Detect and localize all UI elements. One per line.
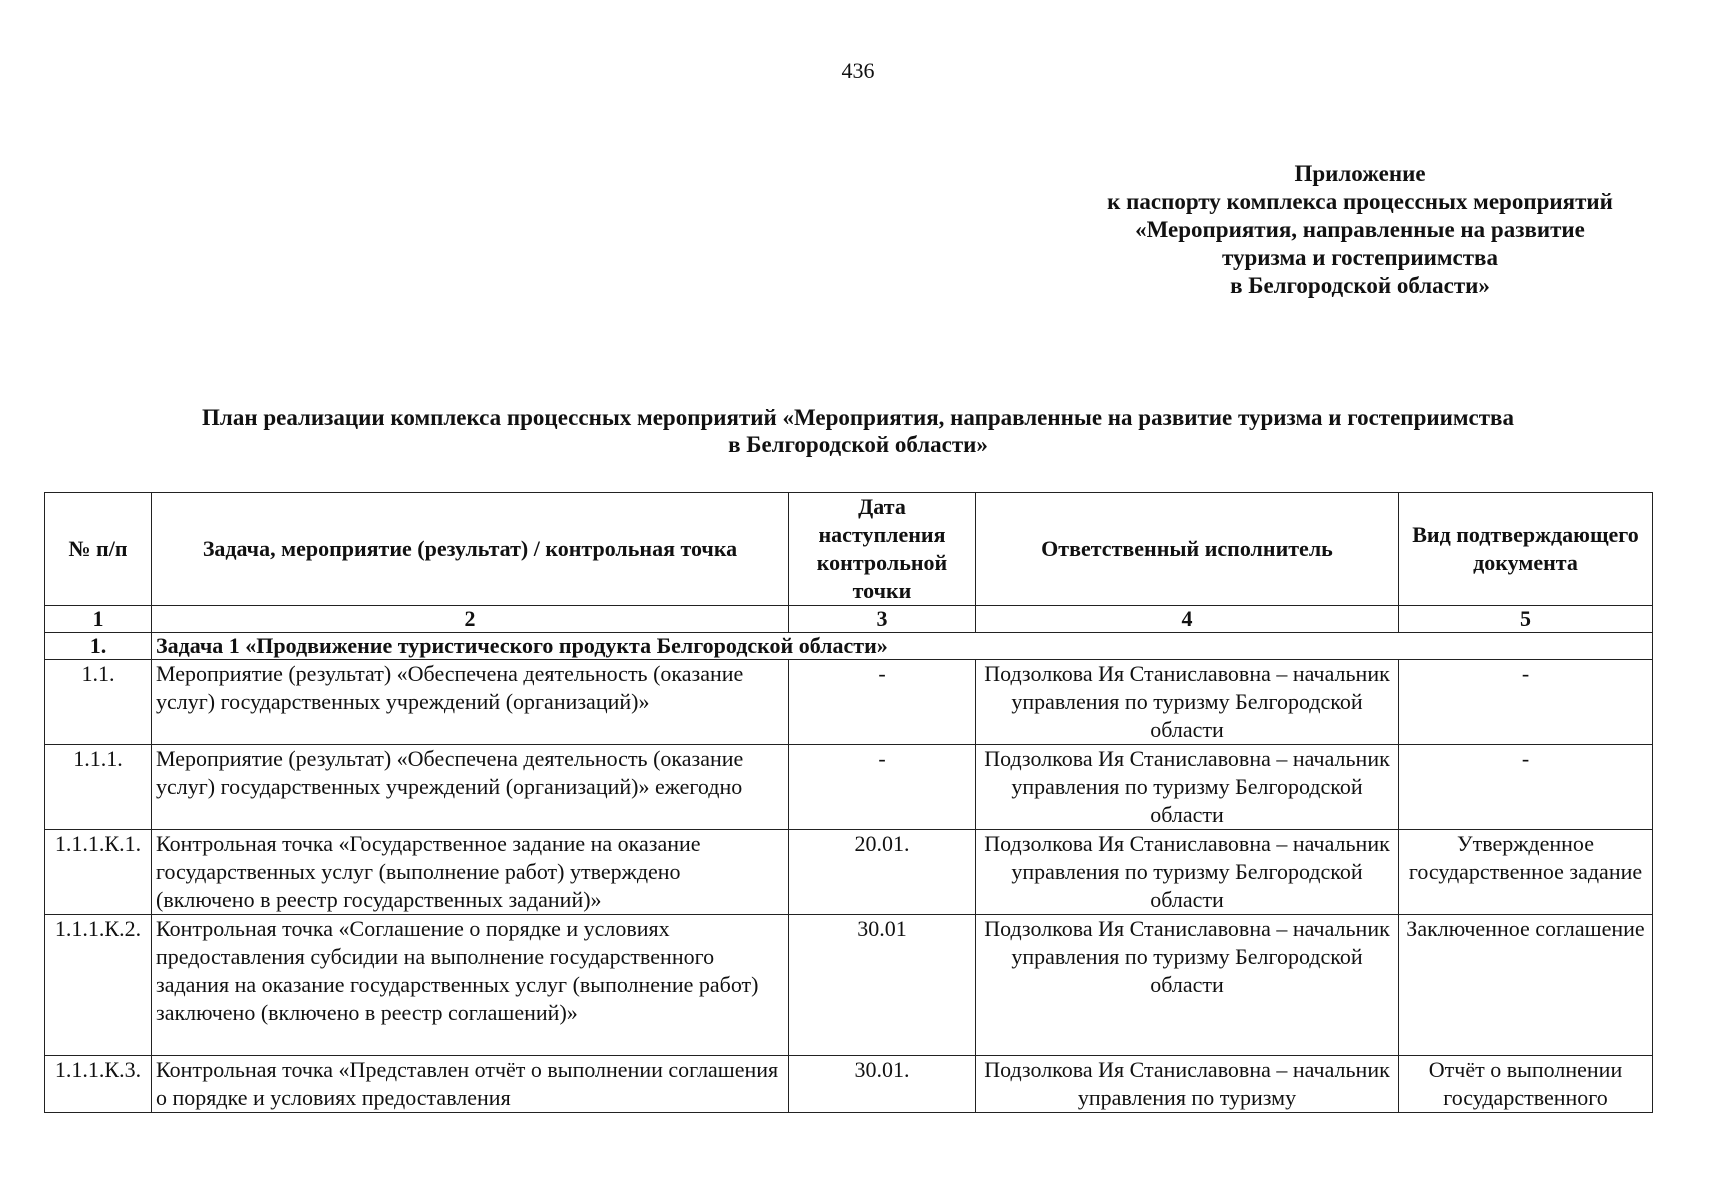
- row-task: Контрольная точка «Представлен отчёт о выполнении соглашения о порядке и условиях предоставления: [152, 1056, 789, 1113]
- row-doc: -: [1399, 745, 1653, 830]
- row-task: Контрольная точка «Государственное задание на оказание государственных услуг (выполнение работ) утверждено (включено в реестр государственных заданий)»: [152, 830, 789, 915]
- row-num: 1.1.: [45, 660, 152, 745]
- row-num: 1.1.1.: [45, 745, 152, 830]
- page-number: 436: [841, 58, 875, 83]
- row-task: Мероприятие (результат) «Обеспечена деятельность (оказание услуг) государственных учреждений (организаций)» ежегодно: [152, 745, 789, 830]
- row-doc: Утвержденное государственное задание: [1399, 830, 1653, 915]
- row-task: Мероприятие (результат) «Обеспечена деятельность (оказание услуг) государственных учреждений (организаций)»: [152, 660, 789, 745]
- header-task: Задача, мероприятие (результат) / контрольная точка: [152, 493, 789, 606]
- header-doc: Вид подтверждающего документа: [1399, 493, 1653, 606]
- row-date: 20.01.: [789, 830, 976, 915]
- plan-table: [44, 492, 1653, 1113]
- column-number: 2: [152, 606, 789, 633]
- task-num: 1.: [45, 633, 152, 660]
- plan-title-line: План реализации комплекса процессных мероприятий «Мероприятия, направленные на развитие туризма и гостеприимства: [202, 405, 1514, 430]
- column-number: 4: [976, 606, 1399, 633]
- task-row: [45, 633, 1653, 660]
- row-doc: Отчёт о выполнении государственного: [1399, 1056, 1653, 1113]
- header-date: Дата наступления контрольной точки: [789, 493, 976, 606]
- row-executor: Подзолкова Ия Станиславовна – начальник управления по туризму Белгородской области: [976, 915, 1399, 1056]
- row-executor: Подзолкова Ия Станиславовна – начальник управления по туризму Белгородской области: [976, 660, 1399, 745]
- row-executor: Подзолкова Ия Станиславовна – начальник управления по туризму Белгородской области: [976, 830, 1399, 915]
- column-number: 5: [1399, 606, 1653, 633]
- appendix-line: Приложение: [1294, 161, 1426, 186]
- table-row: [45, 745, 1653, 830]
- header-executor: Ответственный исполнитель: [976, 493, 1399, 606]
- row-doc: -: [1399, 660, 1653, 745]
- plan-title-line: в Белгородской области»: [728, 432, 988, 457]
- table-header-row: [45, 493, 1653, 606]
- appendix-line: туризма и гостеприимства: [1222, 245, 1498, 270]
- table-row: [45, 830, 1653, 915]
- row-date: 30.01.: [789, 1056, 976, 1113]
- row-doc: Заключенное соглашение: [1399, 915, 1653, 1056]
- appendix-line: «Мероприятия, направленные на развитие: [1135, 217, 1585, 242]
- row-num: 1.1.1.К.1.: [45, 830, 152, 915]
- row-executor: Подзолкова Ия Станиславовна – начальник управления по туризму: [976, 1056, 1399, 1113]
- appendix-header: [1070, 160, 1650, 300]
- row-task: Контрольная точка «Соглашение о порядке и условиях предоставления субсидии на выполнение государственного задания на оказание государственных услуг (выполнение работ) заключено (включено в реестр соглашений)»: [152, 915, 789, 1056]
- appendix-line: в Белгородской области»: [1230, 273, 1490, 298]
- header-num: № п/п: [45, 493, 152, 606]
- column-number-row: [45, 606, 1653, 633]
- appendix-line: к паспорту комплекса процессных мероприятий: [1107, 189, 1613, 214]
- row-executor: Подзолкова Ия Станиславовна – начальник управления по туризму Белгородской области: [976, 745, 1399, 830]
- table-row: [45, 660, 1653, 745]
- row-date: -: [789, 660, 976, 745]
- row-num: 1.1.1.К.3.: [45, 1056, 152, 1113]
- column-number: 3: [789, 606, 976, 633]
- table-row: [45, 915, 1653, 1056]
- column-number: 1: [45, 606, 152, 633]
- plan-title: [0, 404, 1716, 458]
- row-num: 1.1.1.К.2.: [45, 915, 152, 1056]
- table-row: [45, 1056, 1653, 1113]
- row-date: -: [789, 745, 976, 830]
- row-date: 30.01: [789, 915, 976, 1056]
- task-title: Задача 1 «Продвижение туристического продукта Белгородской области»: [152, 633, 1653, 660]
